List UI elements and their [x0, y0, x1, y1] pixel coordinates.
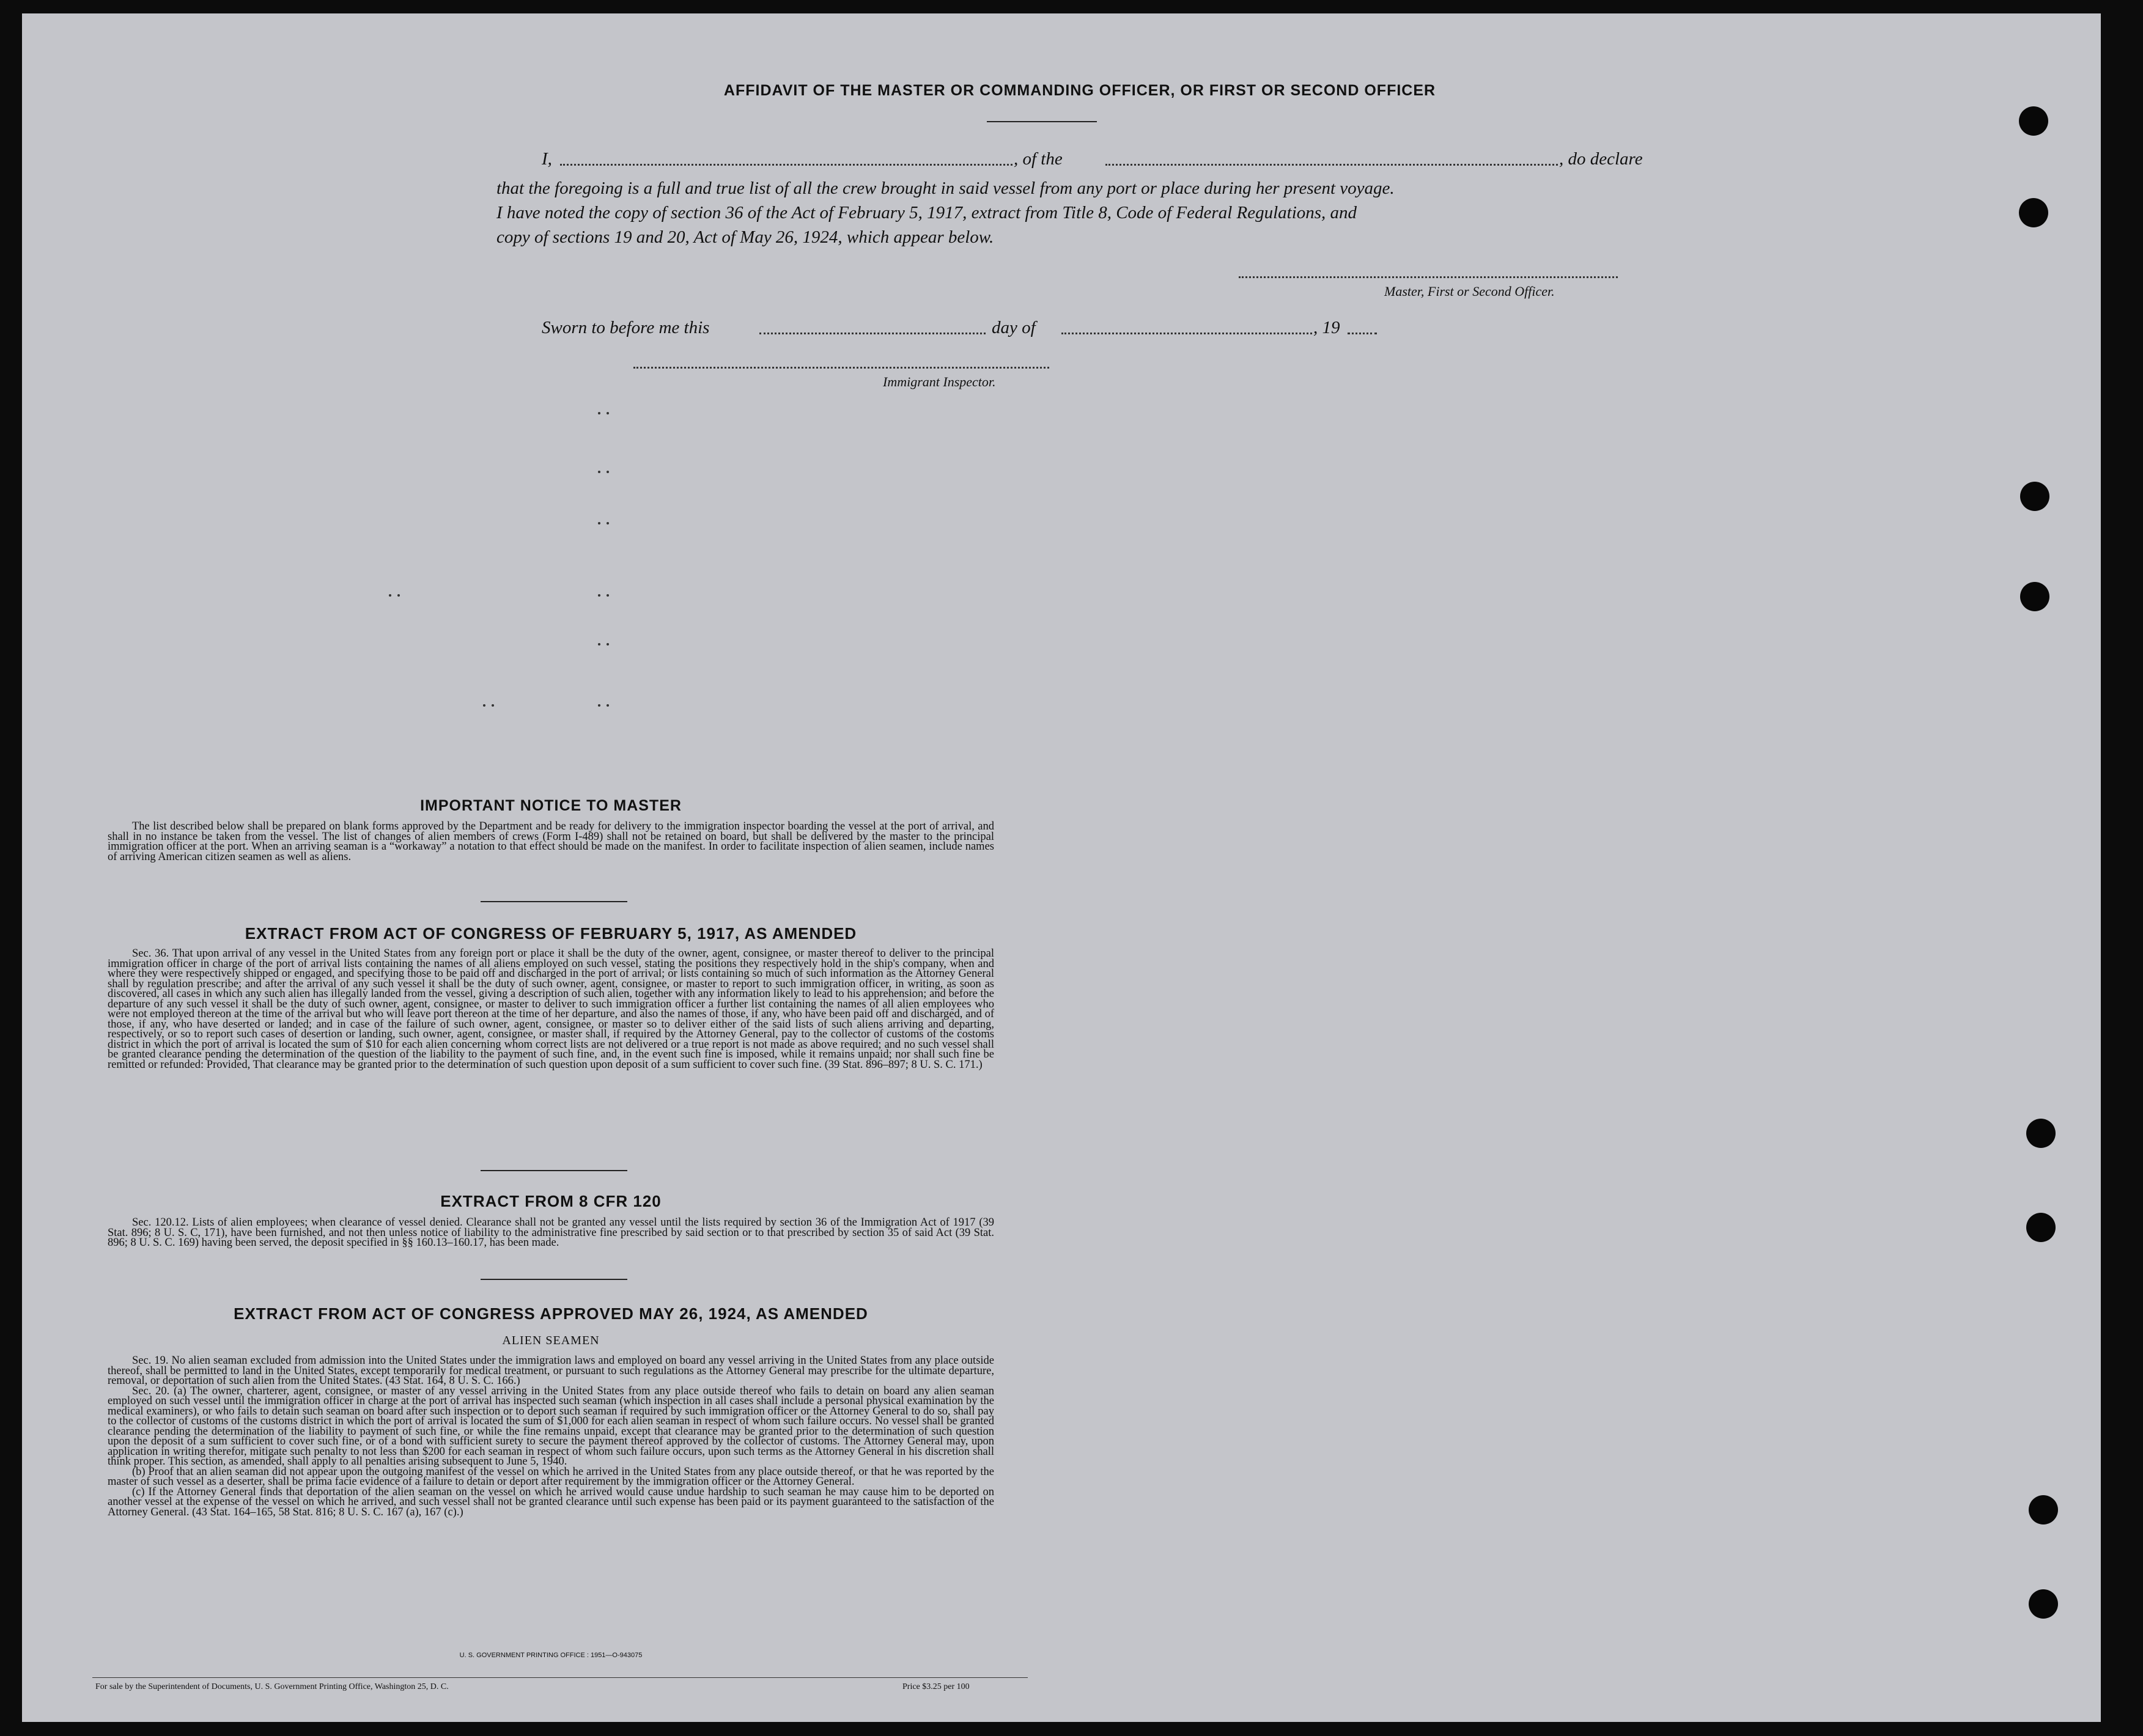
notice-body — [108, 822, 994, 862]
divider — [481, 1279, 627, 1280]
extract-cfr-body — [108, 1218, 994, 1248]
master-signature-label: Master, First or Second Officer. — [1384, 284, 1555, 299]
sec-20a-paragraph: Sec. 20. (a) The owner, charterer, agent, consignee, or master of any vessel arriving in the United States from any place outside thereof who fails to detain on board any alien seaman employed on such vessel until the immigration officer in charge at the port of arrival has inspected such seaman (which inspection in all cases shall include a personal physical examination by the medical examiners), or who fails to detain such seaman on board after such inspection or to deport such seaman if required by such immigration officer or the Attorney General to do so, shall pay to the collector of customs of the customs district in which the port of arrival is located the sum of $1,000 for each alien seaman in respect of whom such failure occurs. No vessel shall be granted clearance pending the determination of the liability to payment of such fine, or while the fine remains unpaid, except that clearance may be granted prior to the determination of such question upon the deposit of a sum sufficient to cover such fine, or of a bond with sufficient surety to secure the payment thereof approved by the collector of customs. The Attorney General may, upon application in writing therefor, mitigate such penalty to not less than $200 for each seaman in respect of whom such failure occurs, upon such terms as the Attorney General in his discretion shall think proper. This section, as amended, shall apply to all penalties arising subsequent to June 5, 1940. — [108, 1385, 994, 1468]
scan-mark — [607, 704, 609, 707]
day-of-text: day of — [992, 318, 1036, 337]
scan-mark — [607, 522, 609, 524]
scan-mark — [607, 471, 609, 473]
scan-mark — [598, 643, 600, 645]
scan-mark — [598, 594, 600, 597]
sale-notice: For sale by the Superintendent of Documents, U. S. Government Printing Office, Washington 25, D. C. — [95, 1682, 449, 1691]
scan-mark — [492, 704, 494, 707]
scan-mark — [397, 594, 400, 597]
extract-1917-body — [108, 949, 994, 1070]
notice-title: IMPORTANT NOTICE TO MASTER — [420, 797, 682, 814]
extract-1917-title: EXTRACT FROM ACT OF CONGRESS OF FEBRUARY 5, 1917, AS AMENDED — [245, 924, 857, 943]
binder-hole — [2020, 482, 2049, 511]
extract-1924-body — [108, 1356, 994, 1517]
inspector-signature-field[interactable] — [633, 367, 1049, 369]
sec-19-paragraph: Sec. 19. No alien seaman excluded from admission into the United States under the immigration laws and employed on board any vessel arriving in the United States from any place outside thereof, shall be permitted to land in the United States, except temporarily for medical treatment, or pursuant to such regulations as the Attorney General may prescribe for the ultimate departure, removal, or deportation of such alien from the United States. (43 Stat. 164, 8 U. S. C. 166.) — [108, 1355, 994, 1387]
affidavit-title: AFFIDAVIT OF THE MASTER OR COMMANDING OFFICER, OR FIRST OR SECOND OFFICER — [723, 82, 1436, 99]
sworn-month-field[interactable] — [1061, 333, 1312, 334]
declaration-line-4: copy of sections 19 and 20, Act of May 26, 1924, which appear below. — [496, 227, 994, 247]
binder-hole — [2019, 106, 2048, 136]
alien-seamen-subtitle: ALIEN SEAMEN — [502, 1334, 600, 1347]
sworn-day-field[interactable] — [759, 333, 986, 334]
vessel-field[interactable] — [1105, 164, 1558, 166]
sec-20c-paragraph: (c) If the Attorney General finds that deportation of the alien seaman on the vessel on which he arrived would cause undue hardship to such seaman he may cause him to be deported on another vessel at the expense of the vessel on which he arrived, and such vessel shall not be granted clearance until such expense has been paid or its payment guaranteed to the satisfaction of the Attorney General. (43 Stat. 164–165, 58 Stat. 816; 8 U. S. C. 167 (a), 167 (c).) — [108, 1485, 994, 1518]
sec-36-paragraph: Sec. 36. That upon arrival of any vessel in the United States from any foreign port or place it shall be the duty of the owner, agent, consignee, or master thereof to deliver to the principal immigration officer in charge of the port of arrival lists containing the names of all aliens employed on such vessel, stating the positions they respectively hold in the ship's company, when and where they were respectively shipped or engaged, and specifying those to be paid off and discharged in the port of arrival; or lists containing so much of such information as the Attorney General shall by regulation prescribe; and after the arrival of any such vessel it shall be the duty of such owner, agent, consignee, or master to report to such immigration officer, in writing, as soon as discovered, all cases in which any such alien has illegally landed from the vessel, giving a description of such alien, together with any information likely to lead to his apprehension; and before the departure of any such vessel it shall be the duty of such owner, agent, consignee, or master to deliver to such immigration officer a further list containing the names of all alien employees who were not employed thereon at the time of the arrival but who will leave port thereon at the time of her departure, and also the names of those, if any, who have been paid off and discharged, and of those, if any, who have deserted or landed; and in case of the failure of such owner, agent, consignee, or master so to deliver either of the said lists of such aliens arriving and departing, respectively, or so to report such cases of desertion or landing, such owner, agent, consignee, or master shall, if required by the Attorney General, pay to the collector of customs of the costoms district in which the port of arrival is located the sum of $10 for each alien concerning whom correct lists are not delivered or a true report is not made as above required; and no such vessel shall be granted clearance pending the determination of the question of the liability to the payment of such fine, and, in the event such fine is imposed, while it remains unpaid; nor shall such fine be remitted or refunded: Provided, That clearance may be granted prior to the determination of such question upon deposit of a sum sufficient to cover such fine. (39 Stat. 896–897; 8 U. S. C. 171.) — [108, 947, 994, 1071]
sworn-line — [517, 318, 1392, 340]
price-notice: Price $3.25 per 100 — [902, 1682, 970, 1691]
name-field[interactable] — [560, 164, 1012, 166]
binder-hole — [2026, 1213, 2056, 1242]
binder-hole — [2019, 198, 2048, 227]
footer-rule — [92, 1677, 1028, 1678]
binder-hole — [2026, 1119, 2056, 1148]
declaration-line-3: I have noted the copy of section 36 of the Act of February 5, 1917, extract from Title 8, Code of Federal Regulations, and — [496, 203, 1357, 223]
sworn-year-field[interactable] — [1348, 333, 1377, 334]
divider — [987, 121, 1097, 122]
binder-hole — [2029, 1495, 2058, 1525]
extract-1924-title: EXTRACT FROM ACT OF CONGRESS APPROVED MAY 26, 1924, AS AMENDED — [234, 1304, 868, 1323]
master-signature-field[interactable] — [1239, 276, 1618, 278]
sworn-text: Sworn to before me this — [542, 318, 710, 337]
divider — [481, 1170, 627, 1171]
scan-mark — [607, 412, 609, 414]
scan-mark — [607, 594, 609, 597]
binder-hole — [2020, 582, 2049, 611]
inspector-signature-label: Immigrant Inspector. — [883, 374, 996, 389]
declaration-line-1 — [474, 149, 1648, 171]
scan-mark — [389, 594, 391, 597]
scan-mark — [598, 471, 600, 473]
declaration-i: I, — [542, 149, 552, 169]
divider — [481, 901, 627, 902]
sec-120-12-paragraph: Sec. 120.12. Lists of alien employees; when clearance of vessel denied. Clearance shall not be granted any vessel until the lists required by section 36 of the Immigration Act of 1917 (39 Stat. 896; 8 U. S. C, 171), have been furnished, and not then unless notice of liability to the administrative fine prescribed by said section or to that prescribed by section 35 of said Act (39 Stat. 896; 8 U. S. C. 169) having been served, the deposit specified in §§ 160.13–160.17, has been made. — [108, 1216, 994, 1249]
scan-mark — [483, 704, 485, 707]
notice-paragraph: The list described below shall be prepared on blank forms approved by the Department and be ready for delivery to the immigration inspector boarding the vessel at the port of arrival, and shall in no instance be taken from the vessel. The list of changes of alien members of crews (Form I-489) shall not be retained on board, but shall be delivered by the master to the principal immigration officer at the port. When an arriving seaman is a “workaway” a notation to that effect should be made on the manifest. In order to facilitate inspection of alien seamen, include names of arriving American citizen seamen as well as aliens. — [108, 820, 994, 863]
declaration-of-the: , of the — [1014, 149, 1063, 169]
extract-cfr-title: EXTRACT FROM 8 CFR 120 — [440, 1192, 662, 1210]
form-sheet — [22, 13, 2101, 1722]
declaration-line-2: that the foregoing is a full and true list of all the crew brought in said vessel from any port or place during her present voyage. — [496, 178, 1395, 198]
binder-hole — [2029, 1589, 2058, 1619]
year-prefix-text: , 19 — [1313, 318, 1340, 337]
scan-mark — [607, 643, 609, 645]
gpo-imprint: U. S. GOVERNMENT PRINTING OFFICE : 1951—O-943075 — [459, 1652, 643, 1659]
scan-mark — [598, 522, 600, 524]
declaration-declare: , do declare — [1559, 149, 1643, 169]
sec-20b-paragraph: (b) Proof that an alien seaman did not appear upon the outgoing manifest of the vessel on which he arrived in the United States from any place outside thereof, or that he was reported by the master of such vessel as a deserter, shall be prima facie evidence of a failure to detain or deport after requirement by the immigration officer or the Attorney General. — [108, 1465, 994, 1488]
scan-mark — [598, 412, 600, 414]
scan-mark — [598, 704, 600, 707]
